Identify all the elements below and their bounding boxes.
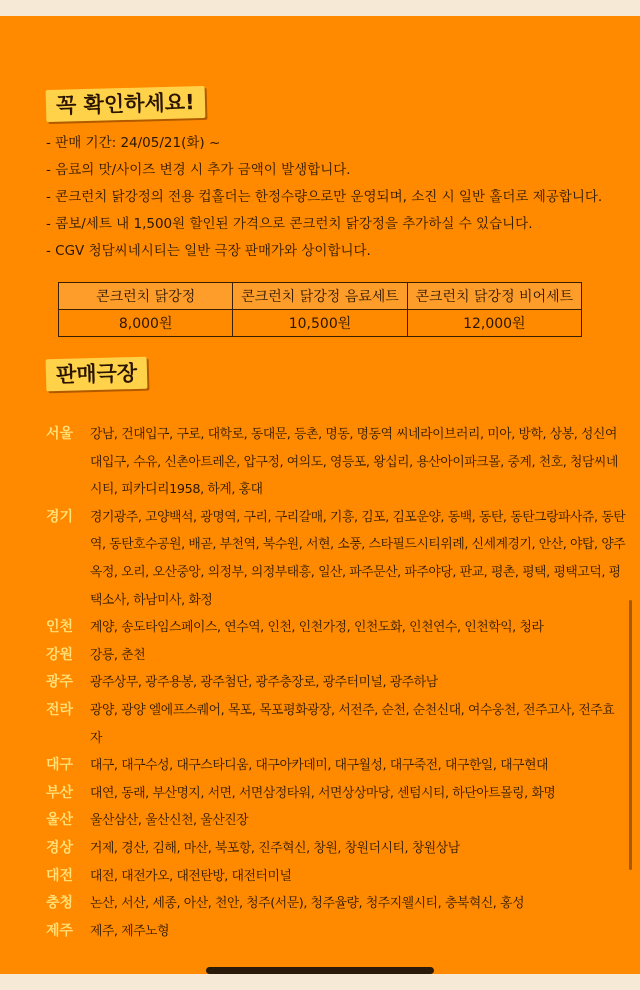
region-row-ulsan <box>46 807 626 835</box>
region-theaters: 계양, 송도타임스페이스, 연수역, 인천, 인천가정, 인천도화, 인천연수, 인천학익, 청라 <box>90 620 544 636</box>
price-cell: 10,500원 <box>233 310 407 337</box>
region-name: 울산 <box>46 812 74 829</box>
promo-panel <box>0 16 640 974</box>
region-row-daejeon <box>46 863 626 891</box>
region-theaters: 대구, 대구수성, 대구스타디움, 대구아카데미, 대구월성, 대구죽전, 대구한일, 대구현대 <box>90 758 549 774</box>
check-notice-heading: 꼭 확인하세요! <box>46 86 205 122</box>
home-indicator[interactable] <box>206 967 434 974</box>
region-name: 강원 <box>46 646 74 663</box>
region-name: 광주 <box>46 674 74 691</box>
region-name: 충청 <box>46 895 74 912</box>
region-theaters: 광주상무, 광주용봉, 광주첨단, 광주충장로, 광주터미널, 광주하남 <box>90 675 438 691</box>
region-name: 부산 <box>46 784 74 801</box>
region-name: 경상 <box>46 839 74 856</box>
price-table-row <box>59 310 582 337</box>
region-name: 제주 <box>46 922 74 939</box>
region-row-seoul <box>46 421 626 504</box>
region-row-chungcheong <box>46 890 626 918</box>
notice-item: - CGV 청담씨네시티는 일반 극장 판매가와 상이합니다. <box>46 243 371 259</box>
theaters-heading: 판매극장 <box>46 357 148 392</box>
price-table <box>58 282 582 337</box>
notice-item: - 음료의 맛/사이즈 변경 시 추가 금액이 발생합니다. <box>46 162 351 178</box>
region-row-busan <box>46 780 626 808</box>
region-theaters: 광양, 광양 엘에프스퀘어, 목포, 목포평화광장, 서전주, 순천, 순천신대, 여수웅천, 전주고사, 전주효자 <box>90 702 615 746</box>
region-name: 인천 <box>46 619 74 636</box>
region-row-daegu <box>46 752 626 780</box>
region-row-jeju <box>46 918 626 946</box>
notice-item: - 콤보/세트 내 1,500원 할인된 가격으로 콘크런치 닭강정을 추가하실 수 있습니다. <box>46 216 533 232</box>
region-name: 경기 <box>46 508 74 525</box>
price-cell: 8,000원 <box>59 310 233 337</box>
region-theaters: 경기광주, 고양백석, 광명역, 구리, 구리갈매, 기흥, 김포, 김포운양, 동백, 동탄, 동탄그랑파사쥬, 동탄역, 동탄호수공원, 배곧, 부천역, 북수원, 서현, 소풍, 스타필드시티위례, 신세계경기, 안산, 야탑, 양주옥정, 오리, 오산중앙, 의정부, 의정부태흥, 일산, 파주문산, 파주야당, 판교, 평촌, 평택, 평택고덕, 평택소사, 하남미사, 화정 <box>90 509 626 608</box>
price-table-header: 콘크런치 닭강정 비어세트 <box>407 283 581 310</box>
vertical-scrollbar[interactable] <box>629 600 632 870</box>
region-theaters: 대전, 대전가오, 대전탄방, 대전터미널 <box>90 868 292 884</box>
region-row-gwangju <box>46 669 626 697</box>
price-table-header: 콘크런치 닭강정 음료세트 <box>233 283 407 310</box>
price-cell: 12,000원 <box>407 310 581 337</box>
notice-item: - 콘크런치 닭강정의 전용 컵홀더는 한정수량으로만 운영되며, 소진 시 일반 홀더로 제공합니다. <box>46 189 603 205</box>
region-name: 대구 <box>46 757 74 774</box>
region-row-gangwon <box>46 642 626 670</box>
region-name: 대전 <box>46 867 74 884</box>
region-theaters: 거제, 경산, 김해, 마산, 북포항, 진주혁신, 창원, 창원더시티, 창원상남 <box>90 840 460 856</box>
region-name: 전라 <box>46 701 74 718</box>
region-theaters: 제주, 제주노형 <box>90 923 170 939</box>
region-row-gyeongsang <box>46 835 626 863</box>
region-list <box>46 421 626 945</box>
region-theaters: 울산삼산, 울산신천, 울산진장 <box>90 813 249 829</box>
region-theaters: 강릉, 춘천 <box>90 647 146 663</box>
region-theaters: 강남, 건대입구, 구로, 대학로, 동대문, 등촌, 명동, 명동역 씨네라이브러리, 미아, 방학, 상봉, 성신여대입구, 수유, 신촌아트레온, 압구정, 여의도, 영등포, 왕십리, 용산아이파크몰, 중계, 천호, 청담씨네시티, 피카디리1958, 하계, 홍대 <box>90 427 618 498</box>
region-theaters: 대연, 동래, 부산명지, 서면, 서면삼정타워, 서면상상마당, 센텀시티, 하단아트몰링, 화명 <box>90 785 556 801</box>
region-name: 서울 <box>46 426 74 442</box>
region-row-jeolla <box>46 697 626 752</box>
notice-list <box>46 130 626 265</box>
region-row-gyeonggi <box>46 504 626 614</box>
notice-item: - 판매 기간: 24/05/21(화) ~ <box>46 135 221 151</box>
price-table-header-row <box>59 283 582 310</box>
region-row-incheon <box>46 614 626 642</box>
price-table-header: 콘크런치 닭강정 <box>59 283 233 310</box>
region-theaters: 논산, 서산, 세종, 아산, 천안, 청주(서문), 청주율량, 청주지웰시티, 충북혁신, 홍성 <box>90 896 525 912</box>
